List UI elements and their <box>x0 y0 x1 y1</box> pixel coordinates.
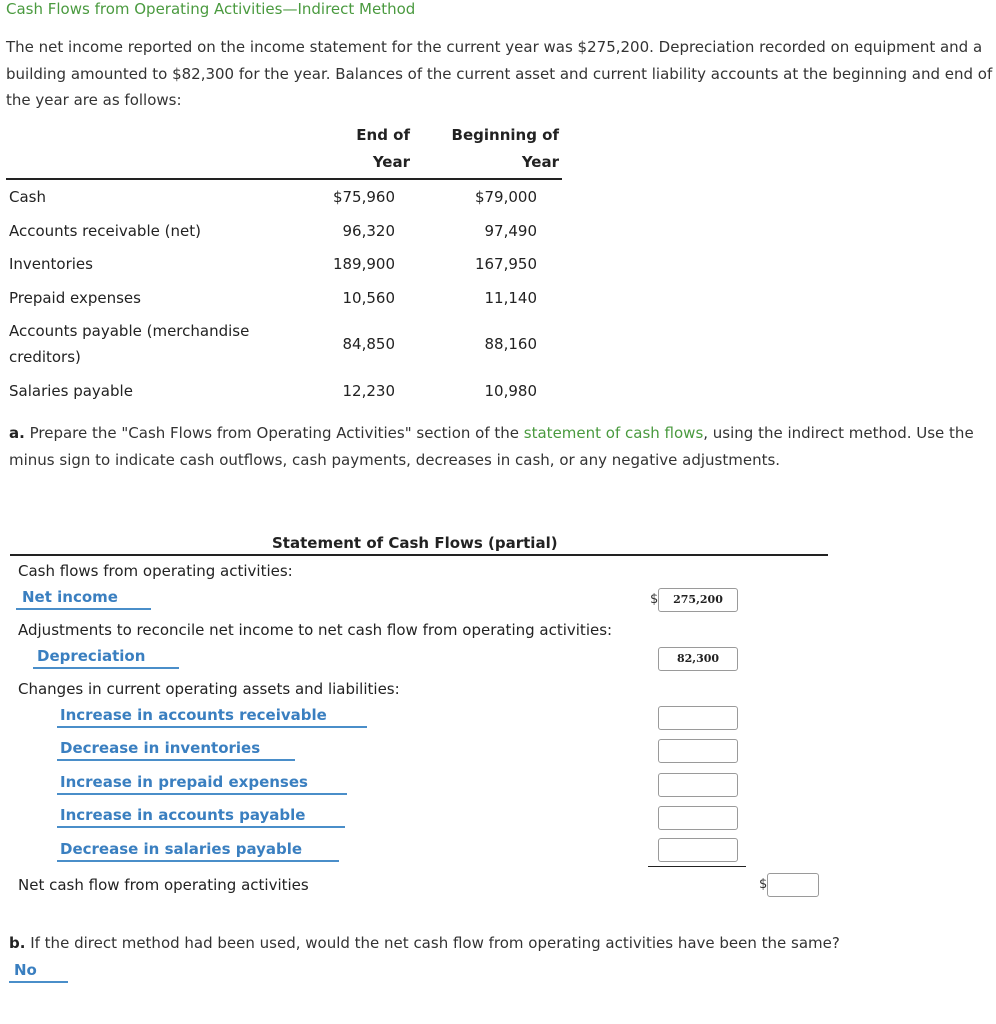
change-underline-accounts-payable <box>57 826 345 828</box>
row-begin-salaries: 10,980 <box>484 382 537 400</box>
row-label-prepaid: Prepaid expenses <box>9 289 141 307</box>
row-end-salaries: 12,230 <box>342 382 395 400</box>
change-input-salaries[interactable] <box>658 838 738 862</box>
change-underline-salaries <box>57 860 339 862</box>
question-a-text-after: , using the indirect method. Use the minus sign to indicate cash outflows, cash payments, decreases in cash, or any negative adjustments. <box>9 424 974 469</box>
change-input-accounts-receivable[interactable] <box>658 706 738 730</box>
change-underline-accounts-receivable <box>57 726 367 728</box>
question-b-text: If the direct method had been used, would the net cash flow from operating activities have been the same? <box>25 934 840 952</box>
row-end-prepaid: 10,560 <box>342 289 395 307</box>
col-end-header-line2: Year <box>372 153 410 171</box>
operating-heading: Cash flows from operating activities: <box>18 562 293 580</box>
change-select-accounts-payable[interactable]: Increase in accounts payable <box>60 806 306 824</box>
row-begin-prepaid: 11,140 <box>484 289 537 307</box>
change-select-inventories[interactable]: Decrease in inventories <box>60 739 261 757</box>
question-b-answer-select[interactable]: No <box>14 961 37 979</box>
net-cash-flow-input[interactable] <box>767 873 819 897</box>
row-begin-inventories: 167,950 <box>474 255 537 273</box>
row-label-accounts-payable-line2: creditors) <box>9 348 81 366</box>
question-a-marker: a. <box>9 424 25 442</box>
question-b <box>9 930 994 957</box>
net-income-underline <box>16 608 151 610</box>
depreciation-input[interactable]: 82,300 <box>658 647 738 671</box>
change-select-salaries[interactable]: Decrease in salaries payable <box>60 840 303 858</box>
question-a-text-before: Prepare the "Cash Flows from Operating Activities" section of the <box>24 424 524 442</box>
adjustments-heading: Adjustments to reconcile net income to net cash flow from operating activities: <box>18 621 613 639</box>
change-underline-inventories <box>57 759 295 761</box>
change-input-accounts-payable[interactable] <box>658 806 738 830</box>
row-begin-accounts-receivable: 97,490 <box>484 222 537 240</box>
question-b-answer-underline <box>9 981 68 983</box>
change-underline-prepaid <box>57 793 347 795</box>
net-income-dollar-sign: $ <box>650 592 659 607</box>
depreciation-select[interactable]: Depreciation <box>37 647 146 665</box>
statement-title-rule <box>10 554 828 556</box>
statement-title: Statement of Cash Flows (partial) <box>272 534 558 552</box>
col-begin-header <box>440 122 559 176</box>
row-label-inventories: Inventories <box>9 255 93 273</box>
row-end-inventories: 189,900 <box>332 255 395 273</box>
statement-of-cash-flows-link[interactable]: statement of cash flows <box>523 424 704 442</box>
row-end-accounts-receivable: 96,320 <box>342 222 395 240</box>
col-end-header <box>340 122 410 176</box>
change-input-prepaid[interactable] <box>658 773 738 797</box>
subtotal-rule <box>648 866 746 867</box>
net-income-input[interactable]: 275,200 <box>658 588 738 612</box>
col-begin-header-line2: Year <box>521 153 559 171</box>
row-begin-accounts-payable: 88,160 <box>484 335 537 353</box>
row-label-salaries: Salaries payable <box>9 382 133 400</box>
table-header-rule <box>6 178 562 180</box>
changes-heading: Changes in current operating assets and liabilities: <box>18 680 400 698</box>
problem-intro: The net income reported on the income statement for the current year was $275,200. Depreciation recorded on equipment and a building amounted to $82,300 for the year. Balances of the current asset and current liability accounts at the beginning and end of the year are as follows: <box>6 38 993 109</box>
depreciation-underline <box>33 667 179 669</box>
col-begin-header-line1: Beginning of <box>451 126 559 144</box>
change-input-inventories[interactable] <box>658 739 738 763</box>
question-b-marker: b. <box>9 934 26 952</box>
net-cash-flow-label: Net cash flow from operating activities <box>18 876 309 894</box>
row-label-accounts-receivable: Accounts receivable (net) <box>9 222 201 240</box>
row-end-accounts-payable: 84,850 <box>342 335 395 353</box>
row-begin-cash: $79,000 <box>474 188 537 206</box>
change-select-accounts-receivable[interactable]: Increase in accounts receivable <box>60 706 327 724</box>
row-label-cash: Cash <box>9 188 46 206</box>
row-label-accounts-payable-line1: Accounts payable (merchandise <box>9 322 250 340</box>
row-end-cash: $75,960 <box>332 188 395 206</box>
col-end-header-line1: End of <box>356 126 410 144</box>
question-a <box>9 420 994 474</box>
net-income-select[interactable]: Net income <box>22 588 118 606</box>
change-select-prepaid[interactable]: Increase in prepaid expenses <box>60 773 308 791</box>
net-cash-flow-dollar-sign: $ <box>759 877 768 892</box>
page-title: Cash Flows from Operating Activities—Indirect Method <box>6 0 416 18</box>
